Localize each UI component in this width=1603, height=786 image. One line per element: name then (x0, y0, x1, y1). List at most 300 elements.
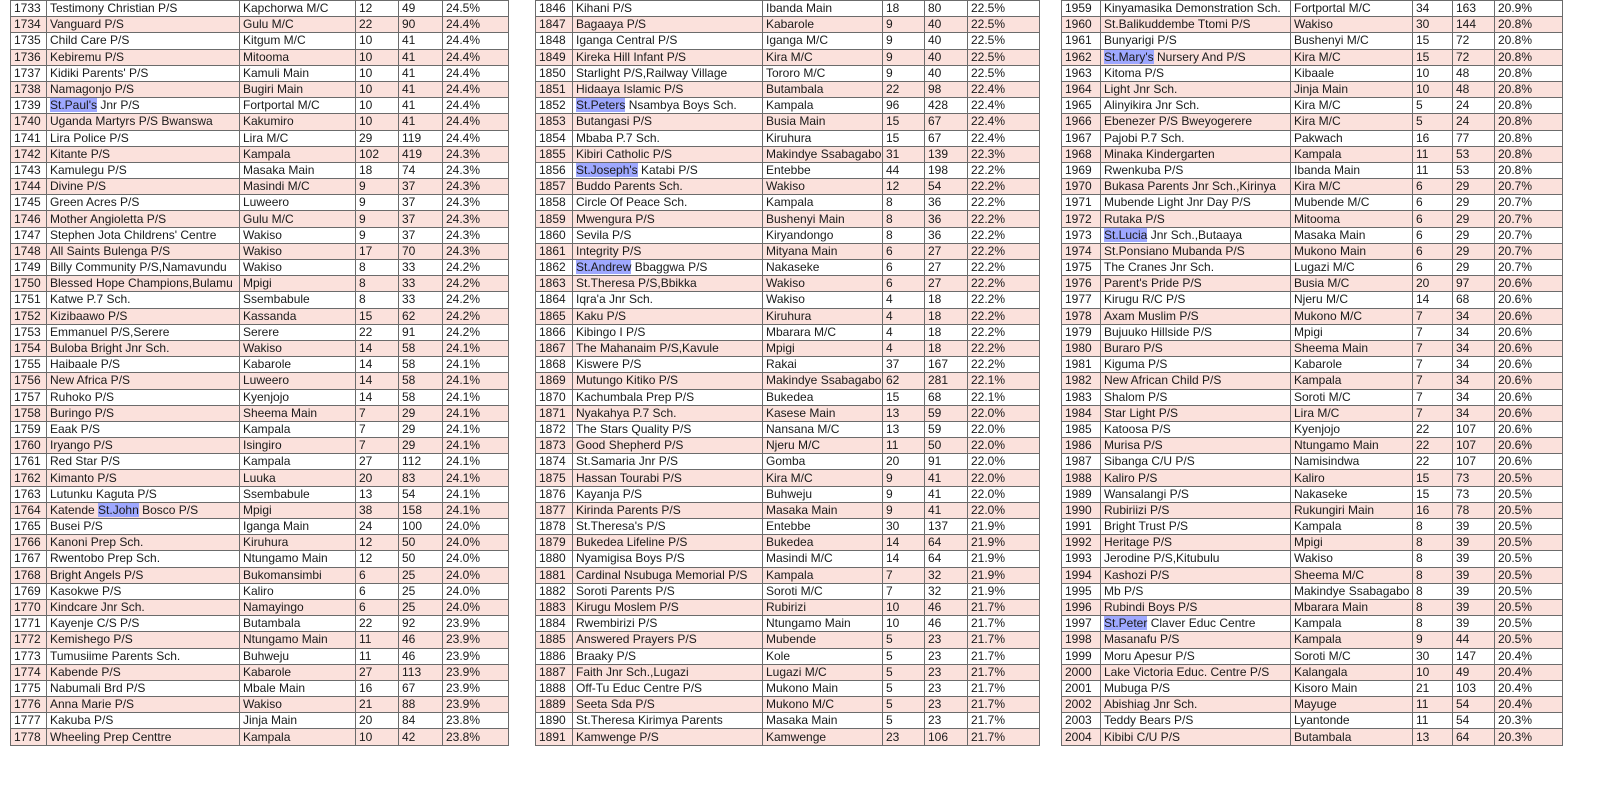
school-name-cell: Kemishego P/S (47, 632, 240, 648)
count-a-cell: 9 (883, 33, 925, 49)
table-row (11, 98, 509, 114)
count-a-cell: 7 (356, 421, 399, 437)
table-row (1062, 65, 1563, 81)
school-name-cell: Kibingo I P/S (573, 324, 763, 340)
count-b-cell: 23 (925, 697, 968, 713)
count-a-cell: 8 (1413, 616, 1453, 632)
count-b-cell: 50 (925, 438, 968, 454)
district-cell: Butambala (240, 616, 356, 632)
school-name-cell: Rubiriizi P/S (1101, 502, 1291, 518)
table-row (536, 405, 1040, 421)
district-cell: Makindye Ssabagabo (1291, 583, 1413, 599)
table-row (1062, 632, 1563, 648)
count-b-cell: 77 (1453, 130, 1495, 146)
district-cell: Jinja Main (240, 713, 356, 729)
count-b-cell: 34 (1453, 373, 1495, 389)
table-row (1062, 211, 1563, 227)
percentage-cell: 20.8% (1495, 33, 1563, 49)
rank-cell: 1964 (1062, 81, 1101, 97)
count-a-cell: 22 (356, 616, 399, 632)
count-b-cell: 100 (399, 519, 443, 535)
school-name-cell: Iqra'a Jnr Sch. (573, 292, 763, 308)
rank-cell: 2004 (1062, 729, 1101, 745)
district-cell: Masaka Main (763, 713, 883, 729)
rank-cell: 1757 (11, 389, 47, 405)
percentage-cell: 20.6% (1495, 373, 1563, 389)
percentage-cell: 20.6% (1495, 454, 1563, 470)
school-name-cell: Soroti Parents P/S (573, 583, 763, 599)
rank-cell: 1748 (11, 243, 47, 259)
school-name-cell: The Cranes Jnr Sch. (1101, 260, 1291, 276)
rank-cell: 1987 (1062, 454, 1101, 470)
percentage-cell: 20.8% (1495, 114, 1563, 130)
count-b-cell: 39 (1453, 599, 1495, 615)
count-b-cell: 27 (925, 243, 968, 259)
table-row (536, 357, 1040, 373)
count-b-cell: 41 (399, 81, 443, 97)
percentage-cell: 22.2% (968, 195, 1040, 211)
count-a-cell: 10 (356, 98, 399, 114)
count-b-cell: 46 (399, 648, 443, 664)
count-a-cell: 8 (356, 276, 399, 292)
rank-cell: 1743 (11, 162, 47, 178)
percentage-cell: 20.6% (1495, 438, 1563, 454)
count-b-cell: 27 (925, 276, 968, 292)
count-a-cell: 5 (883, 664, 925, 680)
table-row (1062, 535, 1563, 551)
school-name-cell: Haibaale P/S (47, 357, 240, 373)
school-name-cell: St.Balikuddembe Ttomi P/S (1101, 17, 1291, 33)
district-cell: Bushenyi M/C (1291, 33, 1413, 49)
rank-cell: 1765 (11, 519, 47, 535)
count-b-cell: 34 (1453, 340, 1495, 356)
school-name-cell: Nyakahya P.7 Sch. (573, 405, 763, 421)
count-a-cell: 30 (1413, 648, 1453, 664)
count-b-cell: 41 (399, 114, 443, 130)
count-b-cell: 29 (1453, 211, 1495, 227)
rank-cell: 1990 (1062, 502, 1101, 518)
school-name-cell: Mwengura P/S (573, 211, 763, 227)
count-a-cell: 13 (356, 486, 399, 502)
table-row (1062, 162, 1563, 178)
rank-cell: 1761 (11, 454, 47, 470)
ranking-table-3 (1061, 0, 1563, 746)
count-a-cell: 4 (883, 292, 925, 308)
district-cell: Kira M/C (763, 470, 883, 486)
count-a-cell: 6 (356, 567, 399, 583)
count-a-cell: 8 (356, 292, 399, 308)
count-b-cell: 23 (925, 713, 968, 729)
rank-cell: 1976 (1062, 276, 1101, 292)
count-a-cell: 6 (883, 260, 925, 276)
school-name-cell: Bright Angels P/S (47, 567, 240, 583)
table-row (1062, 713, 1563, 729)
table-row (536, 632, 1040, 648)
count-b-cell: 24 (1453, 114, 1495, 130)
rank-cell: 1993 (1062, 551, 1101, 567)
percentage-cell: 24.2% (443, 276, 509, 292)
school-name-cell: Blessed Hope Champions,Bulamu (47, 276, 240, 292)
table-row (11, 146, 509, 162)
district-cell: Kampala (1291, 519, 1413, 535)
percentage-cell: 20.3% (1495, 729, 1563, 745)
percentage-cell: 24.0% (443, 551, 509, 567)
school-name-cell: Buloba Bright Jnr Sch. (47, 340, 240, 356)
district-cell: Kampala (1291, 616, 1413, 632)
table-row (536, 616, 1040, 632)
district-cell: Njeru M/C (1291, 292, 1413, 308)
school-name-cell: Buraro P/S (1101, 340, 1291, 356)
rank-cell: 1860 (536, 227, 573, 243)
percentage-cell: 23.8% (443, 729, 509, 745)
district-cell: Masaka Main (763, 502, 883, 518)
school-name-cell: Tumusiime Parents Sch. (47, 648, 240, 664)
school-name-cell: Eaak P/S (47, 421, 240, 437)
search-highlight: St.John (98, 502, 139, 517)
table-row (536, 260, 1040, 276)
percentage-cell: 20.5% (1495, 599, 1563, 615)
table-row (11, 680, 509, 696)
count-b-cell: 48 (1453, 81, 1495, 97)
count-a-cell: 7 (1413, 405, 1453, 421)
district-cell: Kampala (240, 146, 356, 162)
table-row (1062, 405, 1563, 421)
school-name-cell: New Africa P/S (47, 373, 240, 389)
count-a-cell: 15 (356, 308, 399, 324)
count-b-cell: 36 (925, 227, 968, 243)
count-b-cell: 41 (925, 486, 968, 502)
search-highlight: St.Andrew (576, 260, 632, 275)
school-name-cell: The Mahanaim P/S,Kavule (573, 340, 763, 356)
count-a-cell: 22 (1413, 454, 1453, 470)
district-cell: Buhweju (763, 486, 883, 502)
count-b-cell: 27 (925, 260, 968, 276)
count-a-cell: 11 (356, 632, 399, 648)
district-cell: Wakiso (763, 179, 883, 195)
count-a-cell: 96 (883, 98, 925, 114)
count-b-cell: 39 (1453, 583, 1495, 599)
rank-cell: 1776 (11, 697, 47, 713)
percentage-cell: 22.5% (968, 17, 1040, 33)
district-cell: Kabarole (240, 357, 356, 373)
district-cell: Entebbe (763, 519, 883, 535)
district-cell: Kiruhura (763, 130, 883, 146)
count-a-cell: 15 (883, 130, 925, 146)
count-b-cell: 78 (1453, 502, 1495, 518)
count-b-cell: 106 (925, 729, 968, 745)
percentage-cell: 20.8% (1495, 81, 1563, 97)
school-name-cell: Bagaaya P/S (573, 17, 763, 33)
rank-cell: 1879 (536, 535, 573, 551)
percentage-cell: 21.7% (968, 680, 1040, 696)
school-name-cell: Lutunku Kaguta P/S (47, 486, 240, 502)
count-a-cell: 10 (356, 65, 399, 81)
count-a-cell: 30 (1413, 17, 1453, 33)
rank-cell: 1762 (11, 470, 47, 486)
table-row (11, 292, 509, 308)
district-cell: Serere (240, 324, 356, 340)
table-row (11, 616, 509, 632)
rank-cell: 1967 (1062, 130, 1101, 146)
percentage-cell: 24.4% (443, 114, 509, 130)
percentage-cell: 22.5% (968, 49, 1040, 65)
percentage-cell: 20.7% (1495, 243, 1563, 259)
rank-cell: 1891 (536, 729, 573, 745)
district-cell: Buhweju (240, 648, 356, 664)
school-name-cell: Iryango P/S (47, 438, 240, 454)
school-name-cell: Light Jnr Sch. (1101, 81, 1291, 97)
school-name-cell: Nyamigisa Boys P/S (573, 551, 763, 567)
table-row (536, 227, 1040, 243)
count-a-cell: 18 (883, 1, 925, 17)
district-cell: Wakiso (240, 227, 356, 243)
count-a-cell: 11 (883, 438, 925, 454)
table-row (11, 486, 509, 502)
count-a-cell: 11 (356, 648, 399, 664)
count-b-cell: 147 (1453, 648, 1495, 664)
count-b-cell: 39 (1453, 616, 1495, 632)
rank-cell: 1750 (11, 276, 47, 292)
school-name-cell: St.Theresa P/S,Bbikka (573, 276, 763, 292)
ranking-table-panel-3 (1061, 0, 1563, 746)
table-row (11, 308, 509, 324)
rank-cell: 1889 (536, 697, 573, 713)
school-name-cell: Sevila P/S (573, 227, 763, 243)
table-row (1062, 324, 1563, 340)
table-row (11, 421, 509, 437)
search-highlight: St.Paul's (50, 98, 97, 113)
count-b-cell: 67 (925, 130, 968, 146)
table-row (536, 81, 1040, 97)
rank-cell: 1857 (536, 179, 573, 195)
table-row (1062, 373, 1563, 389)
rank-cell: 1978 (1062, 308, 1101, 324)
count-b-cell: 73 (1453, 470, 1495, 486)
percentage-cell: 20.5% (1495, 535, 1563, 551)
percentage-cell: 24.2% (443, 260, 509, 276)
rank-cell: 1733 (11, 1, 47, 17)
count-a-cell: 15 (1413, 33, 1453, 49)
district-cell: Kyenjojo (240, 389, 356, 405)
district-cell: Kampala (240, 421, 356, 437)
count-b-cell: 40 (925, 65, 968, 81)
school-name-cell: Axam Muslim P/S (1101, 308, 1291, 324)
school-name-cell: Rwentobo Prep Sch. (47, 551, 240, 567)
school-name-cell: Ebenezer P/S Bweyogerere (1101, 114, 1291, 130)
table-row (536, 535, 1040, 551)
table-row (536, 1, 1040, 17)
search-highlight: St.Mary's (1104, 49, 1154, 64)
count-b-cell: 18 (925, 324, 968, 340)
school-name-cell: Bukedea Lifeline P/S (573, 535, 763, 551)
count-b-cell: 58 (399, 389, 443, 405)
district-cell: Rukungiri Main (1291, 502, 1413, 518)
school-name-cell: Integrity P/S (573, 243, 763, 259)
rank-cell: 1970 (1062, 179, 1101, 195)
school-name-cell: Seeta Sda P/S (573, 697, 763, 713)
table-row (1062, 195, 1563, 211)
district-cell: Kapchorwa M/C (240, 1, 356, 17)
district-cell: Wakiso (1291, 551, 1413, 567)
district-cell: Bushenyi Main (763, 211, 883, 227)
rank-cell: 2002 (1062, 697, 1101, 713)
table-row (11, 405, 509, 421)
table-row (536, 195, 1040, 211)
district-cell: Kampala (763, 195, 883, 211)
school-name-cell: Buringo P/S (47, 405, 240, 421)
count-b-cell: 107 (1453, 421, 1495, 437)
district-cell: Fortportal M/C (240, 98, 356, 114)
rank-cell: 1772 (11, 632, 47, 648)
table-row (1062, 340, 1563, 356)
percentage-cell: 24.3% (443, 195, 509, 211)
percentage-cell: 20.5% (1495, 470, 1563, 486)
district-cell: Kira M/C (1291, 49, 1413, 65)
count-b-cell: 50 (399, 535, 443, 551)
table-row (11, 227, 509, 243)
school-name-cell: Vanguard P/S (47, 17, 240, 33)
percentage-cell: 22.0% (968, 454, 1040, 470)
table-row (536, 146, 1040, 162)
rank-cell: 1777 (11, 713, 47, 729)
percentage-cell: 24.1% (443, 502, 509, 518)
school-name-cell: Kireka Hill Infant P/S (573, 49, 763, 65)
table-row (11, 632, 509, 648)
district-cell: Kibaale (1291, 65, 1413, 81)
school-name-cell: Kanoni Prep Sch. (47, 535, 240, 551)
percentage-cell: 24.4% (443, 130, 509, 146)
rank-cell: 1739 (11, 98, 47, 114)
count-b-cell: 44 (1453, 632, 1495, 648)
count-b-cell: 54 (399, 486, 443, 502)
count-b-cell: 53 (1453, 146, 1495, 162)
school-name-cell: Sibanga C/U P/S (1101, 454, 1291, 470)
table-row (11, 551, 509, 567)
school-name-cell: Rwenkuba P/S (1101, 162, 1291, 178)
count-a-cell: 14 (356, 389, 399, 405)
rank-cell: 1980 (1062, 340, 1101, 356)
count-b-cell: 91 (925, 454, 968, 470)
count-a-cell: 30 (883, 519, 925, 535)
count-a-cell: 8 (1413, 551, 1453, 567)
district-cell: Mukono Main (1291, 243, 1413, 259)
percentage-cell: 20.5% (1495, 616, 1563, 632)
percentage-cell: 20.7% (1495, 195, 1563, 211)
district-cell: Mitooma (240, 49, 356, 65)
percentage-cell: 22.5% (968, 1, 1040, 17)
district-cell: Sheema Main (1291, 340, 1413, 356)
district-cell: Lugazi M/C (1291, 260, 1413, 276)
district-cell: Masindi M/C (763, 551, 883, 567)
count-b-cell: 53 (1453, 162, 1495, 178)
percentage-cell: 20.8% (1495, 162, 1563, 178)
percentage-cell: 24.4% (443, 17, 509, 33)
table-row (11, 438, 509, 454)
rank-cell: 1890 (536, 713, 573, 729)
percentage-cell: 22.1% (968, 373, 1040, 389)
school-name-cell: Pajobi P.7 Sch. (1101, 130, 1291, 146)
district-cell: Mitooma (1291, 211, 1413, 227)
count-b-cell: 37 (399, 211, 443, 227)
percentage-cell: 23.9% (443, 697, 509, 713)
table-row (1062, 502, 1563, 518)
percentage-cell: 20.7% (1495, 260, 1563, 276)
rank-cell: 1768 (11, 567, 47, 583)
table-row (1062, 583, 1563, 599)
school-name-cell: St.Theresa Kirimya Parents (573, 713, 763, 729)
school-name-cell: Kashozi P/S (1101, 567, 1291, 583)
count-a-cell: 4 (883, 340, 925, 356)
district-cell: Kole (763, 648, 883, 664)
rank-cell: 1751 (11, 292, 47, 308)
count-a-cell: 5 (883, 680, 925, 696)
rank-cell: 1998 (1062, 632, 1101, 648)
search-highlight: St.Peter (1104, 616, 1148, 631)
count-b-cell: 32 (925, 567, 968, 583)
count-a-cell: 11 (1413, 146, 1453, 162)
rank-cell: 1963 (1062, 65, 1101, 81)
count-a-cell: 14 (883, 535, 925, 551)
school-name-cell: Bujuuko Hillside P/S (1101, 324, 1291, 340)
table-row (536, 697, 1040, 713)
district-cell: Mpigi (240, 502, 356, 518)
school-name-cell: Iganga Central P/S (573, 33, 763, 49)
percentage-cell: 24.2% (443, 308, 509, 324)
school-name-cell: Kamulegu P/S (47, 162, 240, 178)
count-b-cell: 91 (399, 324, 443, 340)
district-cell: Kyenjojo (1291, 421, 1413, 437)
rank-cell: 1742 (11, 146, 47, 162)
rank-cell: 1973 (1062, 227, 1101, 243)
count-a-cell: 8 (883, 211, 925, 227)
count-b-cell: 41 (399, 49, 443, 65)
count-b-cell: 18 (925, 340, 968, 356)
count-a-cell: 22 (1413, 421, 1453, 437)
table-row (536, 114, 1040, 130)
count-a-cell: 8 (1413, 583, 1453, 599)
count-b-cell: 107 (1453, 454, 1495, 470)
district-cell: Wakiso (240, 697, 356, 713)
count-b-cell: 72 (1453, 49, 1495, 65)
count-b-cell: 33 (399, 276, 443, 292)
count-a-cell: 22 (883, 81, 925, 97)
count-b-cell: 49 (399, 1, 443, 17)
district-cell: Rakai (763, 357, 883, 373)
school-name-cell: Mutungo Kitiko P/S (573, 373, 763, 389)
district-cell: Mpigi (240, 276, 356, 292)
school-name-cell: Kidiki Parents' P/S (47, 65, 240, 81)
count-a-cell: 6 (356, 599, 399, 615)
percentage-cell: 20.5% (1495, 486, 1563, 502)
district-cell: Kabarole (1291, 357, 1413, 373)
table-row (11, 535, 509, 551)
table-row (11, 454, 509, 470)
rank-cell: 1759 (11, 421, 47, 437)
district-cell: Makindye Ssabagabo (763, 146, 883, 162)
table-row (536, 373, 1040, 389)
rank-cell: 1869 (536, 373, 573, 389)
school-name-cell: Busei P/S (47, 519, 240, 535)
table-row (11, 17, 509, 33)
count-a-cell: 10 (356, 33, 399, 49)
district-cell: Ssembabule (240, 292, 356, 308)
percentage-cell: 24.4% (443, 81, 509, 97)
count-b-cell: 46 (399, 632, 443, 648)
count-b-cell: 68 (925, 389, 968, 405)
count-a-cell: 9 (1413, 632, 1453, 648)
district-cell: Soroti M/C (1291, 389, 1413, 405)
count-a-cell: 8 (883, 227, 925, 243)
